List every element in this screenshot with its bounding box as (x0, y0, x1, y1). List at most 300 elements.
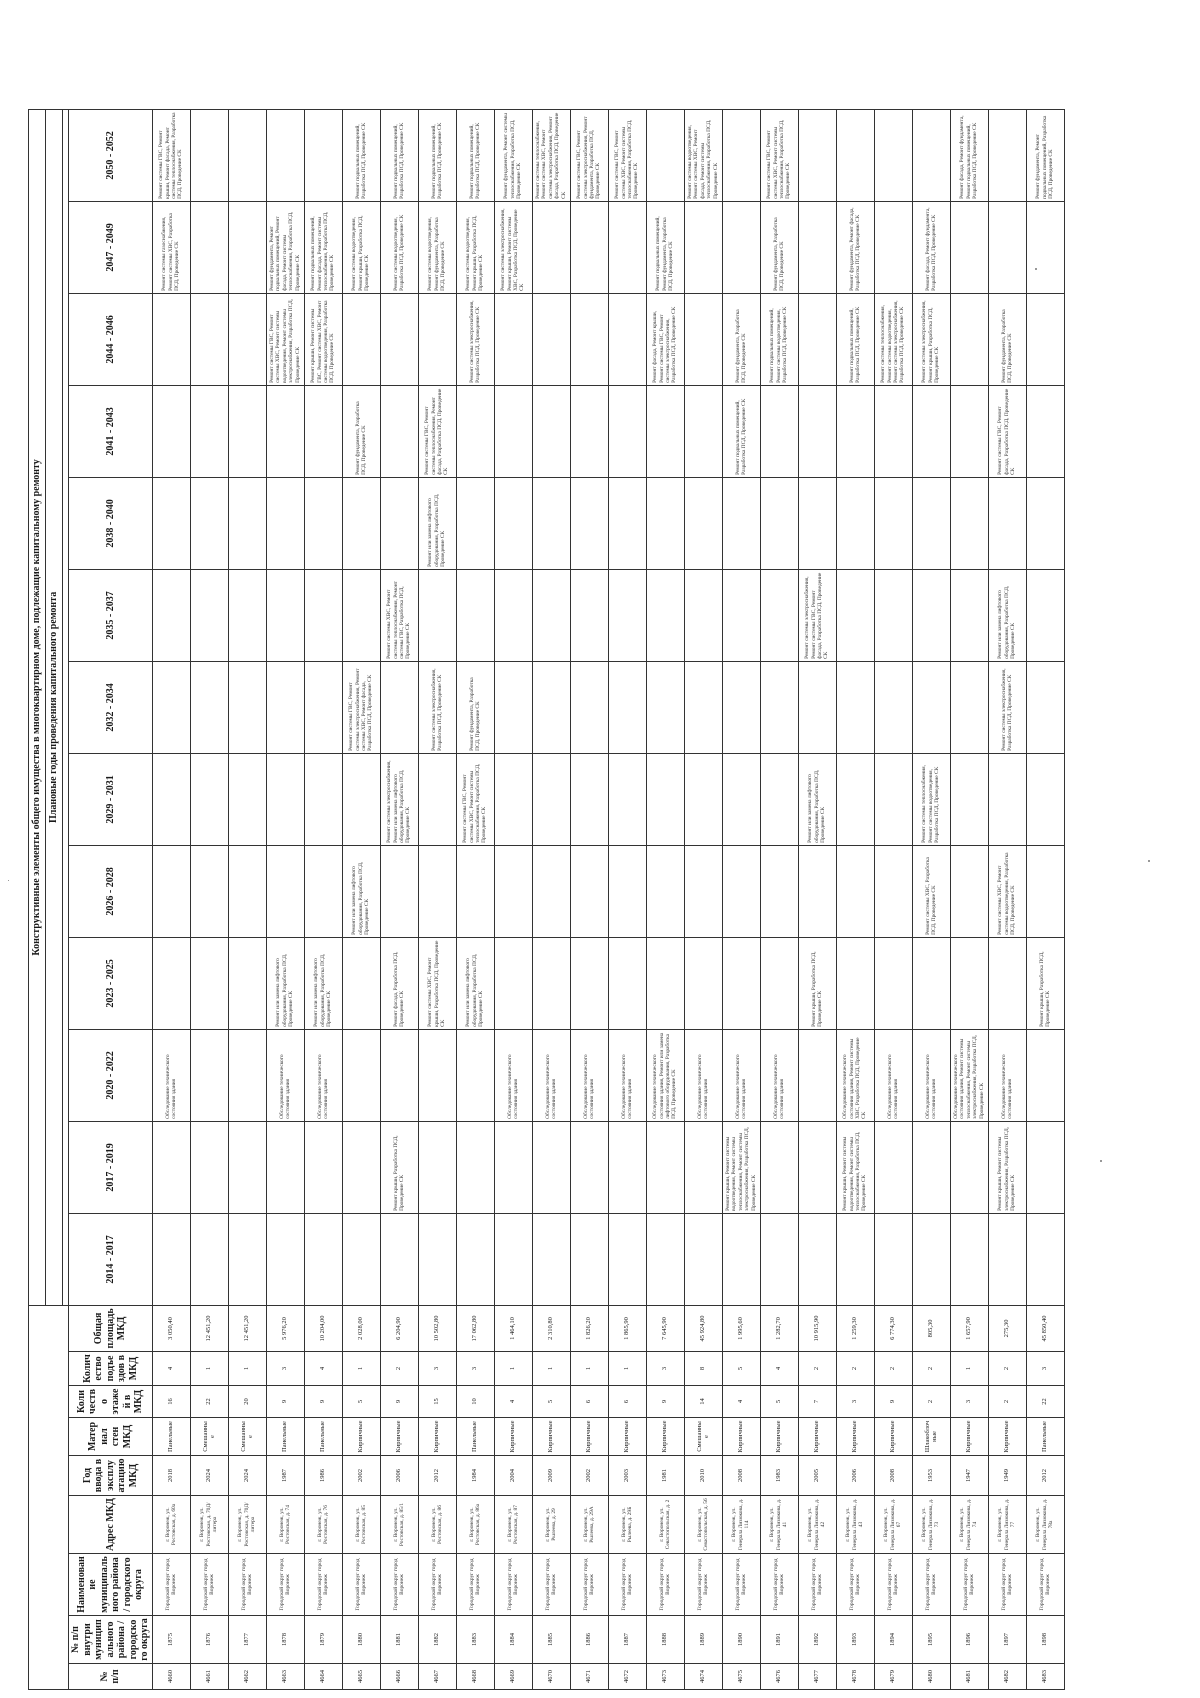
row-area: 10 915,90 (798, 1305, 836, 1351)
row-period-works: Ремонт системы газоснабжения, Ремонт системы ХВС, Разработка ПСД, Проведение СК (152, 201, 190, 293)
row-floors: 9 (304, 1386, 342, 1418)
table-row (1026, 109, 1064, 1689)
row-material: Кирпичные (950, 1418, 988, 1456)
row-period-works (874, 845, 912, 937)
row-address: г. Воронеж, ул. Ростовская, д. 60а (152, 1496, 190, 1554)
row-number: 4676 (760, 1664, 798, 1690)
row-period-works (152, 753, 190, 845)
row-period-works (532, 661, 570, 753)
row-period-works (228, 661, 266, 753)
row-floors: 6 (570, 1386, 608, 1418)
row-period-works (190, 201, 228, 293)
row-period-works: Обследование технического состояния здания (912, 1029, 950, 1121)
row-period-works (570, 477, 608, 569)
row-address: г. Воронеж, ул. Рылеева, д. 29А (570, 1496, 608, 1554)
row-address: г. Воронеж, ул. Ростовская, д. 70Д/литера (228, 1496, 266, 1554)
row-period-works (722, 569, 760, 661)
row-period-works (190, 753, 228, 845)
row-period-works: Обследование технического состояния здания (494, 1029, 532, 1121)
row-material: Кирпичные (798, 1418, 836, 1456)
row-area: 1 657,90 (950, 1305, 988, 1351)
row-period-works (152, 293, 190, 385)
row-entrances: 1 (608, 1352, 646, 1386)
row-period-works: Обследование технического состояния здания, Ремонт системы теплоснабжения, Ремонт системы электроснабжения, Разработка ПСД, Проведение СК (950, 1029, 988, 1121)
row-period-works (608, 1213, 646, 1305)
row-period-works (228, 1213, 266, 1305)
row-number-mun: 1896 (950, 1616, 988, 1664)
row-period-works (836, 937, 874, 1029)
row-period-works: Ремонт фасада, Ремонт фундамента, Разработка ПСД, Проведение СК (912, 201, 950, 293)
row-number: 4671 (570, 1664, 608, 1690)
row-year: 1981 (646, 1456, 684, 1496)
row-period-works (342, 293, 380, 385)
row-period-works (836, 109, 874, 201)
row-period-works (456, 477, 494, 569)
row-period-works (152, 937, 190, 1029)
row-period-works (266, 753, 304, 845)
row-year: 1983 (760, 1456, 798, 1496)
row-year: 2002 (570, 1456, 608, 1496)
row-period-works (342, 1213, 380, 1305)
table-row (266, 109, 304, 1689)
row-address: г. Воронеж, ул. Ростовская, д. 86а (456, 1496, 494, 1554)
row-period-works: Обследование технического состояния здания, Ремонт системы ХВС, Разработка ПСД, Проведение СК (836, 1029, 874, 1121)
row-floors: 10 (456, 1386, 494, 1418)
row-period-works (950, 569, 988, 661)
row-period-works (152, 845, 190, 937)
period-header: 2020 - 2022 (69, 1029, 153, 1121)
row-number-mun: 1897 (988, 1616, 1026, 1664)
row-period-works (684, 201, 722, 293)
col-header-year: Год ввода в эксплуатацию МКД (69, 1456, 153, 1496)
table-row (342, 109, 380, 1689)
row-period-works (494, 385, 532, 477)
row-entrances: 2 (874, 1352, 912, 1386)
period-header: 2038 - 2040 (69, 477, 153, 569)
period-header: 2023 - 2025 (69, 937, 153, 1029)
row-municipality: Городской округ город Воронеж (304, 1554, 342, 1616)
row-period-works (950, 385, 988, 477)
row-material: Панельные (266, 1418, 304, 1456)
row-period-works (912, 661, 950, 753)
row-period-works: Ремонт подвальных помещений, Разработка ПСД, Проведение СК (380, 109, 418, 201)
row-year: 1987 (266, 1456, 304, 1496)
row-period-works (836, 569, 874, 661)
row-period-works (760, 385, 798, 477)
row-material: Кирпичные (646, 1418, 684, 1456)
row-period-works (684, 1121, 722, 1213)
row-period-works (950, 477, 988, 569)
row-municipality: Городской округ город Воронеж (532, 1554, 570, 1616)
row-number: 4680 (912, 1664, 950, 1690)
row-period-works (418, 753, 456, 845)
row-municipality: Городской округ город Воронеж (608, 1554, 646, 1616)
row-period-works (342, 477, 380, 569)
row-period-works (494, 1213, 532, 1305)
row-period-works: Обследование технического состояния здания (988, 1029, 1026, 1121)
row-number-mun: 1893 (836, 1616, 874, 1664)
row-municipality: Городской округ город Воронеж (342, 1554, 380, 1616)
row-year: 1953 (912, 1456, 950, 1496)
row-period-works (646, 1213, 684, 1305)
row-period-works: Ремонт системы электроснабжения, Ремонт системы ГВС, Ремонт фасада, Разработка ПСД, Проведение СК (798, 569, 836, 661)
row-floors: 4 (494, 1386, 532, 1418)
row-year: 2009 (532, 1456, 570, 1496)
row-period-works (190, 477, 228, 569)
table-row (532, 109, 570, 1689)
row-period-works (418, 293, 456, 385)
row-period-works (608, 385, 646, 477)
row-period-works (304, 385, 342, 477)
row-area: 45 924,80 (684, 1305, 722, 1351)
row-period-works (418, 845, 456, 937)
period-header: 2032 - 2034 (69, 661, 153, 753)
row-period-works (684, 1213, 722, 1305)
row-period-works (342, 937, 380, 1029)
row-period-works (532, 1213, 570, 1305)
row-period-works (190, 569, 228, 661)
row-number: 4667 (418, 1664, 456, 1690)
row-entrances: 2 (798, 1352, 836, 1386)
row-material: Кирпичные (760, 1418, 798, 1456)
row-material: Кирпичные (418, 1418, 456, 1456)
row-address: г. Воронеж, ул. Генерала Лизюкова, д. 42 (798, 1496, 836, 1554)
row-period-works (722, 109, 760, 201)
row-period-works (266, 477, 304, 569)
row-municipality: Городской округ город Воронеж (836, 1554, 874, 1616)
row-number-mun: 1898 (1026, 1616, 1064, 1664)
row-municipality: Городской округ город Воронеж (266, 1554, 304, 1616)
row-period-works: Ремонт системы ГВС, Ремонт системы электроснабжения, Ремонт системы ХВС, Ремонт фасада, Разработка ПСД, Проведение СК (342, 661, 380, 753)
table-body (152, 109, 1064, 1689)
row-period-works (380, 845, 418, 937)
row-municipality: Городской округ город Воронеж (684, 1554, 722, 1616)
row-entrances: 2 (988, 1352, 1026, 1386)
row-period-works (646, 1121, 684, 1213)
row-period-works (684, 937, 722, 1029)
row-address: г. Воронеж, ул. Севастопольская, д. 2 (646, 1496, 684, 1554)
row-municipality: Городской округ город Воронеж (722, 1554, 760, 1616)
row-period-works (760, 1121, 798, 1213)
row-number: 4681 (950, 1664, 988, 1690)
row-address: г. Воронеж, ул. Генерала Лизюкова, д. 114 (722, 1496, 760, 1554)
row-period-works (874, 753, 912, 845)
row-period-works: Ремонт системы водоотведения, Разработка ПСД, Проведение СК (380, 201, 418, 293)
header-empty-corner (29, 1305, 69, 1689)
row-area: 5 976,20 (266, 1305, 304, 1351)
row-period-works (228, 477, 266, 569)
row-material: Кирпичные (874, 1418, 912, 1456)
row-period-works (760, 753, 798, 845)
row-period-works (1026, 293, 1064, 385)
row-period-works: Обследование технического состояния здания (304, 1029, 342, 1121)
row-entrances: 1 (342, 1352, 380, 1386)
row-number-mun: 1891 (760, 1616, 798, 1664)
row-period-works: Ремонт или замена лифтового оборудования, Разработка ПСД, Проведение СК (304, 937, 342, 1029)
row-entrances: 3 (418, 1352, 456, 1386)
row-period-works: Ремонт системы теплоснабжения, Ремонт системы ХВС, Ремонт системы электроснабжения, Ремонт фасада, Разработка ПСД, Проведение СК (532, 109, 570, 201)
row-period-works: Ремонт системы ГВС, Ремонт системы теплоснабжения, Ремонт фасада, Разработка ПСД, Проведение СК (418, 385, 456, 477)
row-municipality: Городской округ город Воронеж (228, 1554, 266, 1616)
row-area: 1 464,10 (494, 1305, 532, 1351)
row-period-works (798, 109, 836, 201)
row-period-works (798, 661, 836, 753)
row-period-works (266, 845, 304, 937)
row-floors: 2 (912, 1386, 950, 1418)
table-row (912, 109, 950, 1689)
row-material: Шлакоблочные (912, 1418, 950, 1456)
row-period-works (190, 109, 228, 201)
row-period-works: Ремонт системы водоотведения, Ремонт крыши, Разработка ПСД, Проведение СК (456, 201, 494, 293)
row-area: 275,30 (988, 1305, 1026, 1351)
row-period-works: Обследование технического состояния здания (684, 1029, 722, 1121)
row-period-works (456, 1029, 494, 1121)
row-period-works (988, 937, 1026, 1029)
row-period-works (570, 937, 608, 1029)
row-floors: 6 (608, 1386, 646, 1418)
row-year: 2006 (836, 1456, 874, 1496)
row-period-works (266, 1213, 304, 1305)
row-year: 2008 (722, 1456, 760, 1496)
row-period-works (380, 1029, 418, 1121)
row-period-works (836, 845, 874, 937)
row-period-works (266, 109, 304, 201)
row-period-works (836, 1213, 874, 1305)
table-row (456, 109, 494, 1689)
row-material: Кирпичные (494, 1418, 532, 1456)
col-header-num-mun: № п/п внутри муниципального района / городского округа (69, 1616, 153, 1664)
row-period-works (836, 661, 874, 753)
row-period-works: Ремонт или замена лифтового оборудования, Разработка ПСД, Проведение СК (266, 937, 304, 1029)
row-period-works (494, 845, 532, 937)
row-floors: 3 (836, 1386, 874, 1418)
row-area: 1 865,90 (608, 1305, 646, 1351)
row-period-works (304, 845, 342, 937)
row-period-works (722, 661, 760, 753)
row-period-works (950, 293, 988, 385)
row-period-works (456, 1121, 494, 1213)
row-period-works (152, 477, 190, 569)
row-period-works (988, 753, 1026, 845)
scan-speck (8, 880, 9, 881)
row-number-mun: 1875 (152, 1616, 190, 1664)
table-row (494, 109, 532, 1689)
row-period-works: Ремонт системы электроснабжения, Разработка ПСД, Проведение СК (418, 661, 456, 753)
row-period-works (608, 293, 646, 385)
row-period-works (304, 109, 342, 201)
row-period-works (760, 1213, 798, 1305)
row-period-works (494, 477, 532, 569)
row-period-works (190, 385, 228, 477)
row-period-works: Ремонт подвальных помещений, Разработка ПСД, Проведение СК (836, 293, 874, 385)
row-period-works (342, 1029, 380, 1121)
row-entrances: 1 (190, 1352, 228, 1386)
row-floors: 4 (722, 1386, 760, 1418)
row-material: Смешанные (684, 1418, 722, 1456)
row-period-works (532, 293, 570, 385)
row-number-mun: 1888 (646, 1616, 684, 1664)
row-period-works (608, 753, 646, 845)
row-number-mun: 1890 (722, 1616, 760, 1664)
row-period-works (760, 477, 798, 569)
row-period-works (304, 1121, 342, 1213)
row-entrances: 3 (646, 1352, 684, 1386)
row-period-works (418, 1213, 456, 1305)
row-period-works (836, 753, 874, 845)
row-period-works: Ремонт системы теплоснабжения, Ремонт системы водоотведения, Разработка ПСД, Проведение СК (912, 753, 950, 845)
col-header-entrances: Количество подъездов в МКД (69, 1352, 153, 1386)
row-period-works (570, 293, 608, 385)
row-number: 4677 (798, 1664, 836, 1690)
row-material: Панельные (1026, 1418, 1064, 1456)
row-number-mun: 1883 (456, 1616, 494, 1664)
table-row (646, 109, 684, 1689)
row-period-works (570, 385, 608, 477)
row-year: 2024 (190, 1456, 228, 1496)
row-floors: 9 (646, 1386, 684, 1418)
row-period-works (228, 109, 266, 201)
row-period-works (304, 753, 342, 845)
table-row (380, 109, 418, 1689)
row-period-works (342, 1121, 380, 1213)
row-period-works (646, 753, 684, 845)
row-period-works: Ремонт подвальных помещений, Ремонт фундамента, Разработка ПСД, Проведение СК (646, 201, 684, 293)
row-period-works (988, 1213, 1026, 1305)
row-period-works: Ремонт системы ХВС, Ремонт системы теплоснабжения, Ремонт системы ГВС, Разработка ПСД, Проведение СК (380, 569, 418, 661)
capital-repair-table (28, 109, 1065, 1690)
row-number: 4679 (874, 1664, 912, 1690)
row-period-works: Ремонт крыши, Разработка ПСД, Проведение СК (798, 937, 836, 1029)
row-period-works (418, 1029, 456, 1121)
table-row (798, 109, 836, 1689)
row-period-works (646, 661, 684, 753)
row-year: 2004 (494, 1456, 532, 1496)
table-row (684, 109, 722, 1689)
row-year: 2010 (684, 1456, 722, 1496)
row-period-works (950, 201, 988, 293)
row-entrances: 1 (494, 1352, 532, 1386)
period-header: 2041 - 2043 (69, 385, 153, 477)
row-period-works (1026, 201, 1064, 293)
row-period-works (912, 937, 950, 1029)
row-period-works (684, 753, 722, 845)
row-period-works (570, 661, 608, 753)
row-entrances: 1 (532, 1352, 570, 1386)
row-area: 12 451,20 (190, 1305, 228, 1351)
row-period-works (228, 937, 266, 1029)
row-period-works (874, 385, 912, 477)
col-header-mun-name: Наименование муниципального района / городского округа (69, 1554, 153, 1616)
row-period-works: Ремонт крыши, Разработка ПСД, Проведение СК (380, 1121, 418, 1213)
row-period-works: Ремонт фасада, Разработка ПСД, Проведение СК (380, 937, 418, 1029)
row-period-works (912, 109, 950, 201)
row-municipality: Городской округ город Воронеж (950, 1554, 988, 1616)
row-material: Смешанные (228, 1418, 266, 1456)
row-period-works: Ремонт крыши, Разработка ПСД, Проведение СК (1026, 937, 1064, 1029)
row-period-works (570, 1121, 608, 1213)
row-area: 2 028,00 (342, 1305, 380, 1351)
row-period-works: Обследование технического состояния здания (532, 1029, 570, 1121)
row-area: 7 645,90 (646, 1305, 684, 1351)
row-period-works: Ремонт фундамента, Разработка ПСД, Проведение СК (342, 385, 380, 477)
row-period-works (342, 753, 380, 845)
row-period-works (722, 845, 760, 937)
row-area: 10 502,80 (418, 1305, 456, 1351)
table-row (418, 109, 456, 1689)
row-area: 3 050,40 (152, 1305, 190, 1351)
row-period-works (950, 937, 988, 1029)
row-period-works: Ремонт или замена лифтового оборудования, Разработка ПСД, Проведение СК (988, 569, 1026, 661)
row-address: г. Воронеж, ул. Генерала Лизюкова, д. 77 (988, 1496, 1026, 1554)
row-period-works: Обследование технического состояния здания, Ремонт или замена лифтового оборудования, Разработка ПСД, Проведение СК (646, 1029, 684, 1121)
row-number: 4682 (988, 1664, 1026, 1690)
row-entrances: 4 (304, 1352, 342, 1386)
row-address: г. Воронеж, ул. Ростовская, д. 85 (342, 1496, 380, 1554)
row-material: Кирпичные (532, 1418, 570, 1456)
row-period-works (190, 661, 228, 753)
row-period-works (608, 937, 646, 1029)
row-period-works (532, 477, 570, 569)
row-floors: 7 (798, 1386, 836, 1418)
row-number: 4660 (152, 1664, 190, 1690)
row-period-works (1026, 661, 1064, 753)
row-period-works (684, 661, 722, 753)
table-row (836, 109, 874, 1689)
row-period-works (228, 201, 266, 293)
row-period-works (228, 1121, 266, 1213)
row-period-works (722, 201, 760, 293)
row-period-works (494, 661, 532, 753)
row-period-works: Ремонт системы ГВС, Ремонт фасада, Разработка ПСД, Проведение СК (988, 385, 1026, 477)
period-header: 2050 - 2052 (69, 109, 153, 201)
table-row (152, 109, 190, 1689)
row-address: г. Воронеж, ул. Генерала Лизюкова, д. 43 (836, 1496, 874, 1554)
row-address: г. Воронеж, ул. Генерала Лизюкова, д. 67 (874, 1496, 912, 1554)
row-number: 4668 (456, 1664, 494, 1690)
table-row (988, 109, 1026, 1689)
row-number: 4663 (266, 1664, 304, 1690)
row-floors: 9 (874, 1386, 912, 1418)
row-period-works (304, 1213, 342, 1305)
row-entrances: 2 (912, 1352, 950, 1386)
row-period-works (874, 201, 912, 293)
row-year: 2003 (608, 1456, 646, 1496)
row-period-works: Ремонт фундамента, Ремонт подвальных помещений, Ремонт фасада, Ремонт системы теплоснабжения, Разработка ПСД, Проведение СК (266, 201, 304, 293)
row-number-mun: 1877 (228, 1616, 266, 1664)
row-floors: 20 (228, 1386, 266, 1418)
row-period-works (912, 1121, 950, 1213)
row-number: 4678 (836, 1664, 874, 1690)
row-period-works (874, 937, 912, 1029)
row-year: 2005 (798, 1456, 836, 1496)
row-number-mun: 1887 (608, 1616, 646, 1664)
row-period-works: Ремонт системы электроснабжения, Разработка ПСД, Проведение СК (988, 661, 1026, 753)
row-period-works: Ремонт системы электроснабжения, Ремонт или замена лифтового оборудования, Разработка ПСД, Проведение СК (380, 753, 418, 845)
row-period-works: Обследование технического состояния здания (722, 1029, 760, 1121)
row-floors: 3 (950, 1386, 988, 1418)
row-address: г. Воронеж, ул. Ростовская, д. 86 (418, 1496, 456, 1554)
row-entrances: 3 (456, 1352, 494, 1386)
row-period-works (874, 109, 912, 201)
row-period-works: Обследование технического состояния здания (570, 1029, 608, 1121)
row-entrances: 2 (380, 1352, 418, 1386)
row-period-works: Обследование технического состояния здания (874, 1029, 912, 1121)
row-period-works: Ремонт фундамента, Ремонт фасада, Разработка ПСД, Проведение СК (836, 201, 874, 293)
row-period-works: Обследование технического состояния здания (608, 1029, 646, 1121)
row-number: 4661 (190, 1664, 228, 1690)
row-period-works: Ремонт или замена лифтового оборудования, Разработка ПСД, Проведение СК (418, 477, 456, 569)
row-period-works (608, 661, 646, 753)
